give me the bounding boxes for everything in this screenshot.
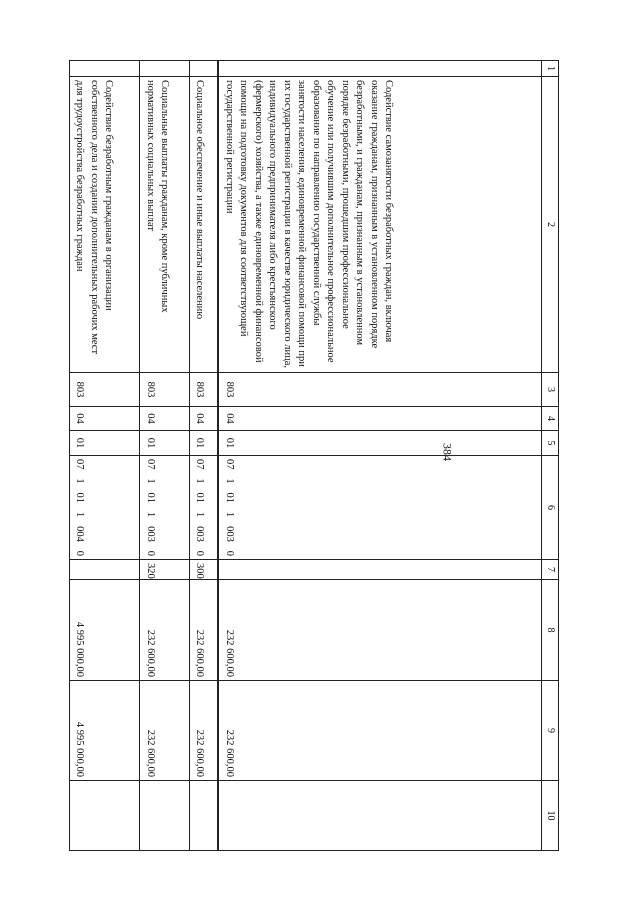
code-part: 1	[194, 478, 205, 484]
code-part: 0	[74, 550, 86, 556]
code-part: 01	[74, 492, 86, 504]
amount-col9: 4 995 000,00	[70, 681, 140, 781]
code-part: 0	[223, 550, 235, 556]
code-part: 07	[194, 459, 205, 470]
code-part: 1	[223, 511, 235, 518]
code-part: 01	[144, 492, 156, 504]
code-section: 04	[219, 407, 542, 431]
header-cell: 8	[542, 580, 559, 681]
amount-col10	[70, 781, 140, 851]
row-cell-empty	[189, 61, 217, 77]
header-row	[542, 61, 559, 851]
amount-col8: 4 995 000,00	[70, 580, 140, 681]
header-cell: 10	[542, 781, 559, 851]
code-part: 07	[74, 459, 86, 470]
code-part: 003	[144, 526, 156, 542]
code-expense-type: 320	[140, 560, 189, 580]
header-cell: 4	[542, 407, 559, 431]
code-part: 01	[194, 492, 205, 504]
code-part: 1	[223, 478, 235, 484]
code-section: 04	[70, 407, 140, 431]
code-part: 07	[223, 459, 235, 470]
code-part: 0	[194, 550, 205, 556]
amount-col10	[219, 781, 542, 851]
header-cell: 2	[542, 77, 559, 373]
code-ministry: 803	[140, 373, 189, 407]
code-part: 0	[144, 550, 156, 556]
header-cell: 3	[542, 373, 559, 407]
budget-table-frame	[69, 60, 559, 850]
table-row-separator	[217, 61, 218, 851]
item-name: Социальные выплаты гражданам, кроме публичных нормативных социальных выплат	[140, 77, 189, 373]
code-expense-type: 300	[189, 560, 217, 580]
code-target-article	[70, 456, 140, 560]
table-row	[189, 61, 217, 851]
code-part: 01	[223, 492, 235, 504]
code-section: 04	[140, 407, 189, 431]
code-part: 1	[74, 511, 86, 518]
code-part: 07	[144, 459, 156, 470]
amount-col8: 232 600,00	[189, 580, 217, 681]
code-target-article	[219, 456, 542, 560]
code-target-article	[189, 456, 217, 560]
table-row	[219, 61, 542, 851]
code-subsection: 01	[189, 431, 217, 456]
code-part: 003	[194, 526, 205, 542]
header-cell: 9	[542, 681, 559, 781]
header-cell: 5	[542, 431, 559, 456]
amount-col9: 232 600,00	[140, 681, 189, 781]
table-row	[140, 61, 189, 851]
code-target-article	[140, 456, 189, 560]
code-section: 04	[189, 407, 217, 431]
row-cell-empty	[140, 61, 189, 77]
code-part: 003	[223, 526, 235, 542]
item-name: Социальное обеспечение и иные выплаты населению	[189, 77, 217, 373]
code-ministry: 803	[219, 373, 542, 407]
header-cell: 6	[542, 456, 559, 560]
row-cell-empty	[70, 61, 140, 77]
budget-table	[69, 60, 559, 851]
code-subsection: 01	[140, 431, 189, 456]
code-part: 1	[144, 478, 156, 484]
code-ministry: 803	[189, 373, 217, 407]
code-part: 1	[144, 511, 156, 518]
table-row	[70, 61, 140, 851]
header-cell: 1	[542, 61, 559, 77]
code-subsection: 01	[219, 431, 542, 456]
code-expense-type	[219, 560, 542, 580]
row-cell-empty	[219, 61, 542, 77]
amount-col8: 232 600,00	[219, 580, 542, 681]
item-name: Содействие самозанятости безработных граждан, включая оказание гражданам, признанным в установленном порядке безработными, и гражданам, признанным в установленном порядке безработными, прошедшим профессиональное обучение или получившим дополнительное профессиональное образование по направлению государственной службы занятости населения, единовременной финансовой помощи при их государственной регистрации в качестве юридического лица, индивидуального предпринимателя либо крестьянского (фермерского) хозяйства, а также единовременной финансовой помощи на подготовку документов для соответствующей государственной регистрации	[219, 77, 542, 373]
code-part: 1	[194, 511, 205, 518]
amount-col9: 232 600,00	[189, 681, 217, 781]
rotated-page-content	[69, 60, 559, 850]
code-expense-type	[70, 560, 140, 580]
header-cell: 7	[542, 560, 559, 580]
amount-col10	[189, 781, 217, 851]
amount-col10	[140, 781, 189, 851]
code-ministry: 803	[70, 373, 140, 407]
amount-col8: 232 600,00	[140, 580, 189, 681]
code-subsection: 01	[70, 431, 140, 456]
code-part: 004	[74, 526, 86, 542]
page-number: 384	[440, 443, 455, 461]
code-part: 1	[74, 478, 86, 484]
amount-col9: 232 600,00	[219, 681, 542, 781]
item-name: Содействие безработным гражданам в организации собственного дела и создании дополнительных рабочих мест для трудоустройства безработных граждан	[70, 77, 140, 373]
